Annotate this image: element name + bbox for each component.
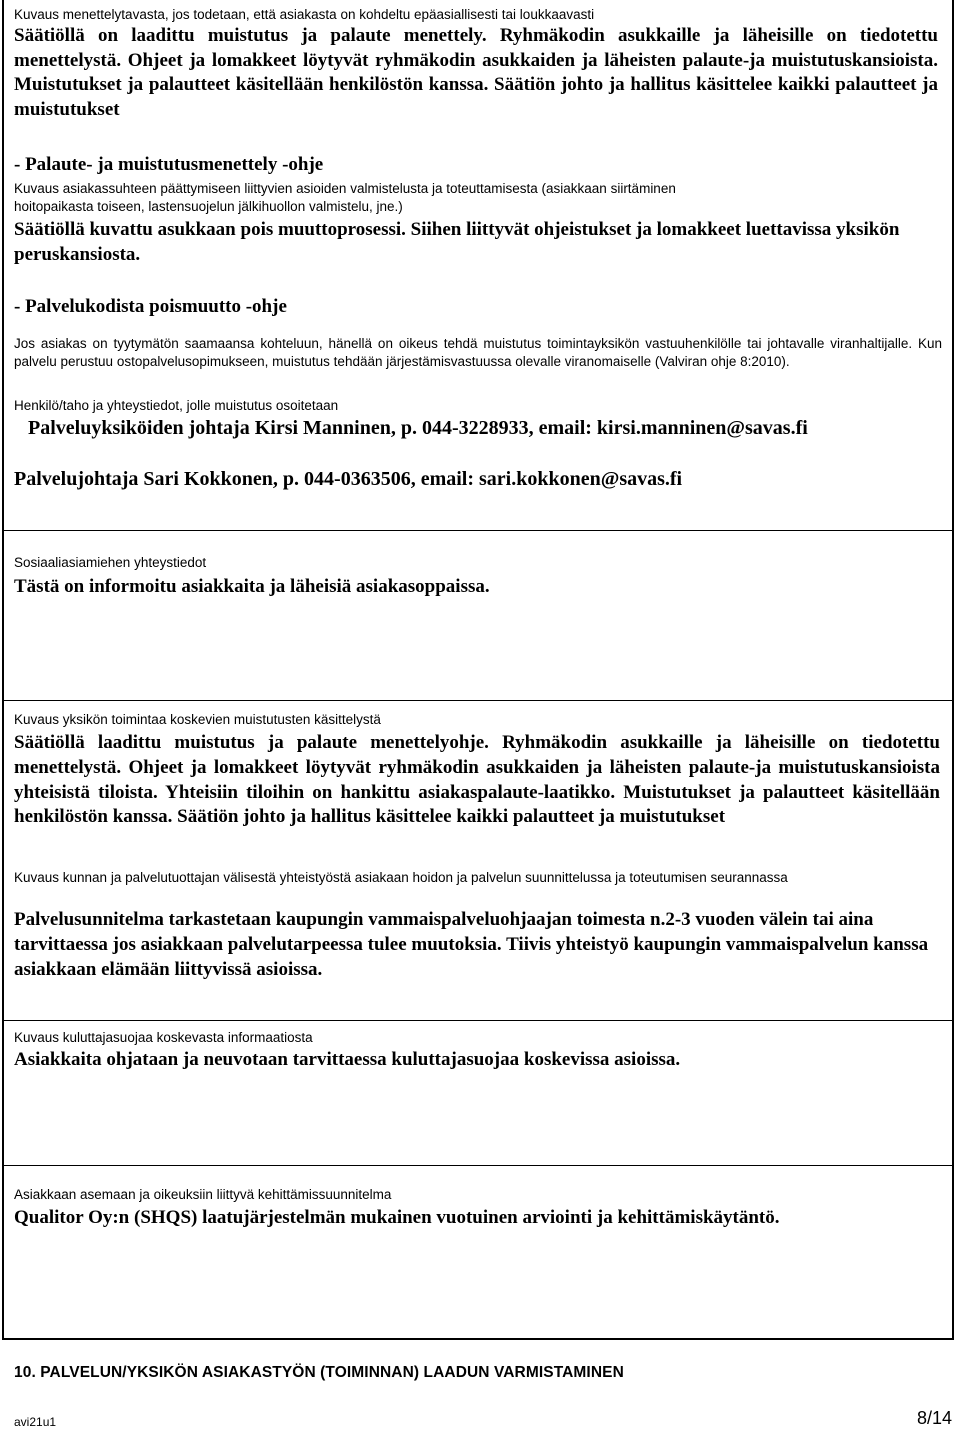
- field-label-complaint-procedure: Kuvaus menettelytavasta, jos todetaan, että asiakasta on kohdeltu epäasiallisesti tai loukkaavasti: [14, 7, 595, 22]
- footer-document-code: avi21u1: [14, 1415, 57, 1429]
- social-ombudsman-text: Tästä on informoitu asiakkaita ja läheisiä asiakasoppaissa.: [14, 576, 490, 597]
- contact-kirsi-manninen: Palveluyksiköiden johtaja Kirsi Manninen, p. 044-3228933, email: kirsi.manninen@savas.fi: [28, 417, 808, 439]
- field-label-complaint-handling: Kuvaus yksikön toimintaa koskevien muistutusten käsittelystä: [14, 712, 381, 727]
- municipality-cooperation-text: Palvelusunnitelma tarkastetaan kaupungin vammaispalveluohjaajan toimesta n.2-3 vuoden välein tai aina tarvittaessa jos asiakkaan palvelutarpeessa tulee muutoksia. Tiivis yhteistyö kaupungin vammaispalvelun kanssa asiakkaan elämään liittyvissä asioissa.: [14, 909, 929, 980]
- consumer-protection-text: Asiakkaita ohjataan ja neuvotaan tarvittaessa kuluttajasuojaa koskevissa asioissa.: [14, 1049, 681, 1070]
- footer-page-number: 8/14: [916, 1408, 952, 1428]
- field-label-municipality-cooperation: Kuvaus kunnan ja palvelutuottajan välisestä yhteistyöstä asiakaan hoidon ja palvelun suunnittelussa ja toteutumisen seurannassa: [14, 870, 788, 885]
- complaint-handling-text: Säätiöllä laadittu muistutus ja palaute menettelyohje. Ryhmäkodin asukkaille ja läheisille on tiedotettu menettelystä. Ohjeet ja lomakkeet löytyvät ryhmäkodin asukkaiden ja läheisten palaute-ja muistutuskansioista yhteisistä tiloista. Yhteisiin tiloihin on hankittu asiakaspalaute-laatikko. Muistutukset ja palautteet käsitellään henkilöstön kanssa. Säätiön johto ja hallitus käsittelee kaikki palautteet ja muistutukset: [14, 732, 940, 828]
- field-label-client-relationship-end: Kuvaus asiakassuhteen päättymiseen liittyvien asioiden valmistelusta ja toteuttamisesta (asiakkaan siirtäminen hoitopaikasta toiseen, lastensuojelun jälkihuollon valmistelu, jne.): [14, 181, 676, 214]
- form-frame: [2, 0, 954, 1340]
- complaint-procedure-text: Säätiöllä on laadittu muistutus ja palaute menettely. Ryhmäkodin asukkaille ja läheisille on tiedotettu menettelystä. Ohjeet ja lomakkeet löytyvät ryhmäkodin asukkaiden ja läheisten palaute-ja muistutuskansioista. Muistutukset ja palautteet käsitellään henkilöstön kanssa. Säätiön johto ja hallitus käsittelee kaikki palautteet ja muistutukset: [14, 25, 938, 120]
- complaint-rights-info: Jos asiakas on tyytymätön saamaansa kohteluun, hänellä on oikeus tehdä muistutus toimintayksikön vastuuhenkilölle tai johtavalle viranhaltijalle. Kun palvelu perustuu ostopalvelusopimukseen, muistutus tehdään järjestämisvastuussa olevalle viranomaiselle (Valviran ohje 8:2010).: [14, 336, 942, 369]
- field-label-development-plan: Asiakkaan asemaan ja oikeuksiin liittyvä kehittämissuunnitelma: [14, 1187, 392, 1202]
- section-development-plan: [4, 1165, 952, 1341]
- chapter-heading-quality-assurance: 10. PALVELUN/YKSIKÖN ASIAKASTYÖN (TOIMINNAN) LAADUN VARMISTAMINEN: [14, 1364, 624, 1381]
- contact-sari-kokkonen: Palvelujohtaja Sari Kokkonen, p. 044-0363506, email: sari.kokkonen@savas.fi: [14, 468, 683, 490]
- field-label-complaint-recipient: Henkilö/taho ja yhteystiedot, jolle muistutus osoitetaan: [14, 398, 339, 413]
- section-consumer-protection: [4, 1020, 952, 1166]
- moving-out-process-text: Säätiöllä kuvattu asukkaan pois muuttoprosessi. Siihen liittyvät ohjeistukset ja lomakkeet luettavissa yksikön peruskansiosta.: [14, 219, 900, 265]
- section-complaint-procedure: [4, 0, 952, 530]
- field-label-social-ombudsman: Sosiaaliasiamiehen yhteystiedot: [14, 555, 207, 570]
- section-complaint-handling: [4, 700, 952, 1021]
- guideline-title-feedback: - Palaute- ja muistutusmenettely -ohje: [14, 154, 324, 175]
- guideline-title-moving-out: - Palvelukodista poismuutto -ohje: [14, 296, 287, 317]
- development-plan-text: Qualitor Oy:n (SHQS) laatujärjestelmän mukainen vuotuinen arviointi ja kehittämiskäytäntö.: [14, 1207, 780, 1228]
- field-label-consumer-protection: Kuvaus kuluttajasuojaa koskevasta informaatiosta: [14, 1030, 313, 1045]
- section-social-ombudsman: [4, 530, 952, 701]
